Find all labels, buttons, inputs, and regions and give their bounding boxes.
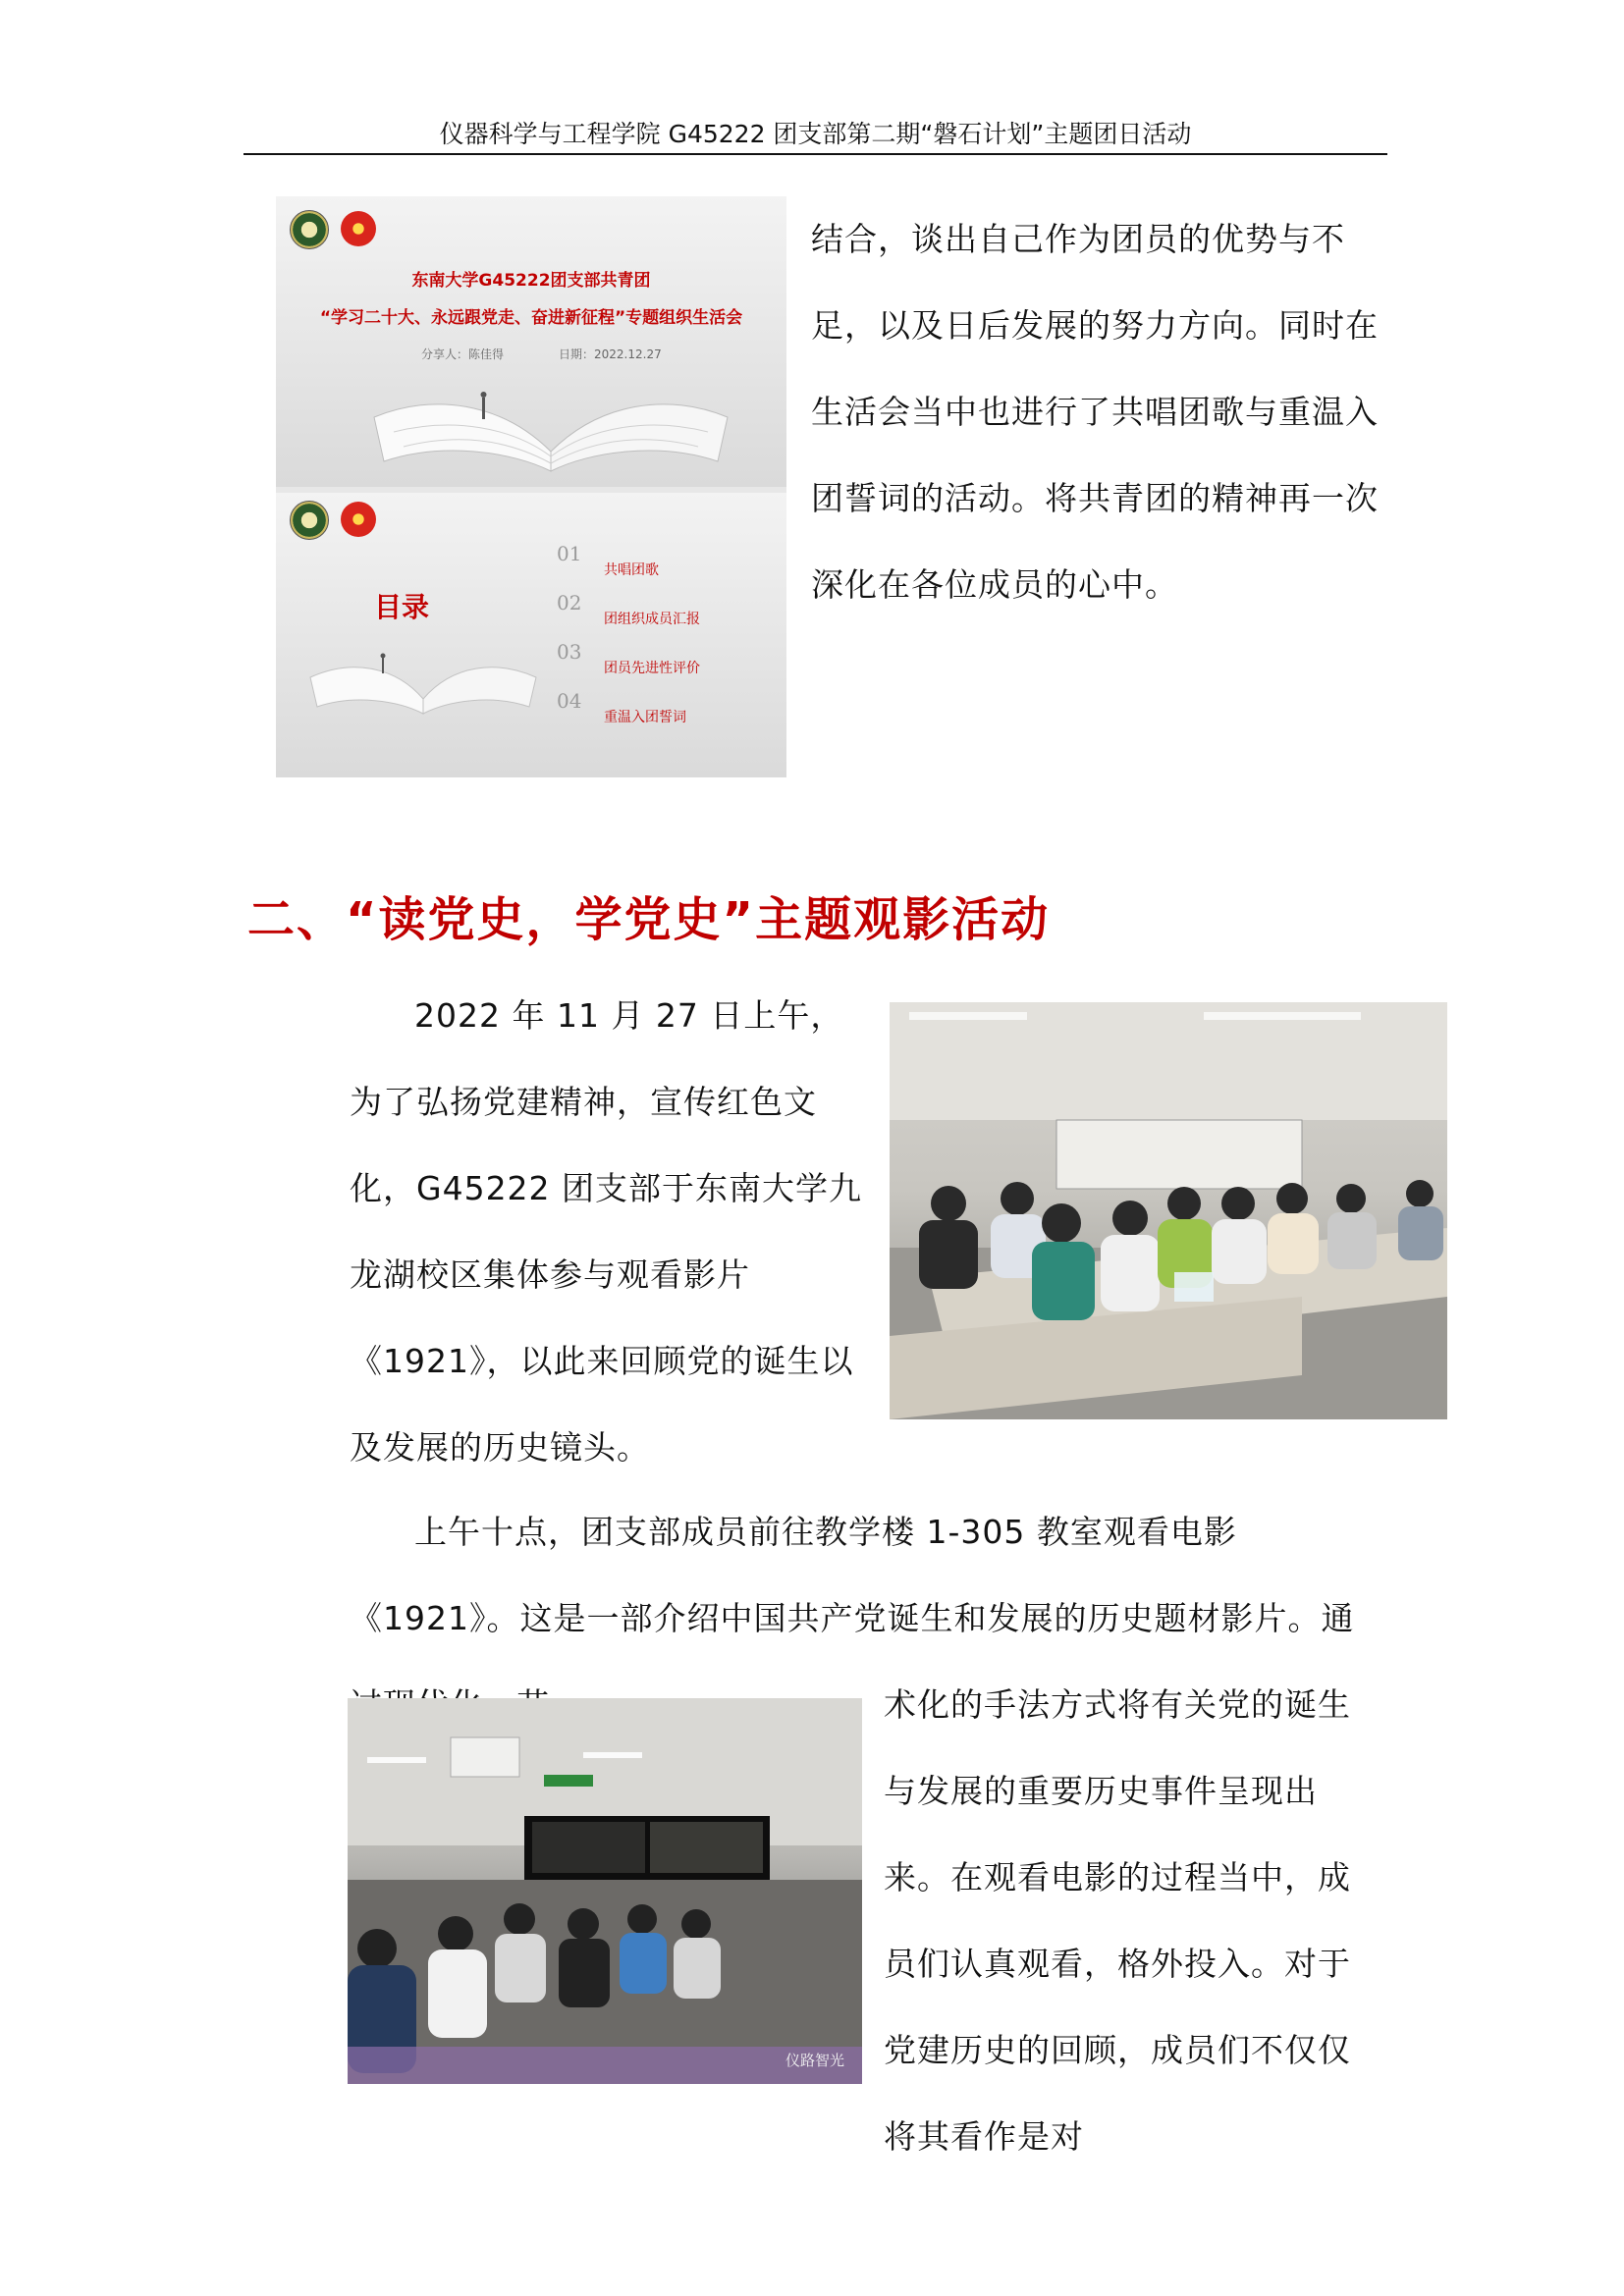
open-book-illustration <box>364 363 737 481</box>
movie-screening-photo <box>348 1698 862 2084</box>
university-logo <box>290 501 329 540</box>
slide-cover-title-line1: 东南大学G45222团支部共青团 <box>411 271 651 291</box>
section-two-paragraph-1: 2022 年 11 月 27 日上午，为了弘扬党建精神，宣传红色文化，G45222 团支部于东南大学九龙湖校区集体参与观看影片《1921》，以此来回顾党的诞生以及发展的历史镜头。 <box>350 996 863 1467</box>
section-two-paragraph-2: 上午十点，团支部成员前往教学楼 1-305 教室观看电影《1921》。这是一部介绍中国共产党诞生和发展的历史题材影片。通 <box>350 1513 1355 1637</box>
toc-number: 04 <box>557 689 582 713</box>
toc-number: 03 <box>557 640 582 664</box>
toc-number: 02 <box>557 591 582 614</box>
section-two-paragraph-2-continued: 术化的手法方式将有关党的诞生与发展的重要历史事件呈现出来。在观看电影的过程当中，成员们认真观看，格外投入。对于党建历史的回顾，成员们不仅仅将其看作是对 <box>884 1685 1351 2156</box>
slide-cover-title-line2: “学习二十大、永远跟党走、奋进新征程”专题组织生活会 <box>319 308 743 328</box>
university-logo <box>290 210 329 249</box>
toc-item-label: 团员先进性评价 <box>604 661 700 676</box>
wechat-watermark: 仪路智光 <box>785 2052 844 2069</box>
toc-item-label: 团组织成员汇报 <box>604 612 700 627</box>
open-book-illustration <box>305 640 541 719</box>
youth-league-logo <box>341 502 376 537</box>
slide-cover-date: 日期：2022.12.27 <box>559 347 662 361</box>
slide-contents-heading: 目录 <box>374 591 430 623</box>
slide-cover-sharer: 分享人：陈佳得 <box>421 347 505 361</box>
slides-screenshot <box>276 196 786 777</box>
toc-number: 01 <box>557 542 582 565</box>
section-two-title: 二、“读党史，学党史”主题观影活动 <box>247 892 1051 947</box>
page-header: 仪器科学与工程学院 G45222 团支部第二期“磐石计划”主题团日活动 <box>244 116 1387 155</box>
toc-item-label: 共唱团歌 <box>604 562 659 578</box>
slide-contents <box>276 493 786 777</box>
intro-paragraph: 结合，谈出自己作为团员的优势与不足，以及日后发展的努力方向。同时在生活会当中也进行了共唱团歌与重温入团誓词的活动。将共青团的精神再一次深化在各位成员的心中。 <box>811 220 1379 604</box>
slide-cover <box>276 196 786 487</box>
classroom-group-photo <box>890 1002 1447 1419</box>
toc-item-label: 重温入团誓词 <box>604 710 686 725</box>
youth-league-logo <box>341 211 376 246</box>
